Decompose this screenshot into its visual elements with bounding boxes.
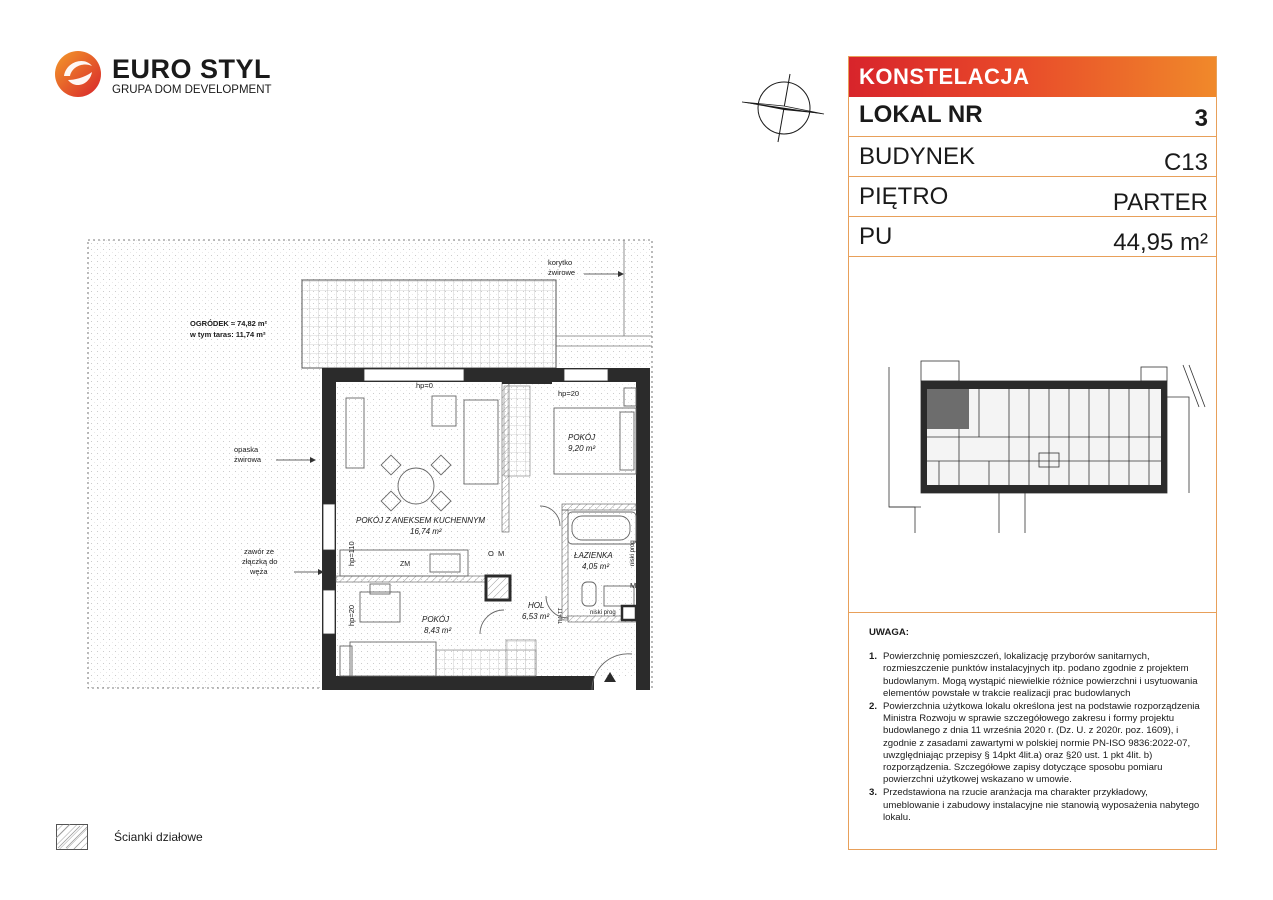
note-item: [869, 651, 1206, 700]
gravel-band-label-2: żwirowa: [234, 455, 262, 464]
apartment-info-panel: [848, 56, 1217, 850]
building-key-plan-image: [849, 257, 1216, 613]
note-text: Przedstawiona na rzucie aranżacja ma charakter przykładowy, umeblowanie i zabudowy instalacyjne nie stanowią wyposażenia nabytego lokalu.: [883, 787, 1200, 823]
brand-logo: [54, 50, 294, 102]
sill-label-2: niski prog: [590, 610, 616, 616]
info-value: C13: [1163, 149, 1208, 176]
info-label: LOKAL NR: [859, 101, 983, 128]
bathroom-name: ŁAZIENKA: [574, 551, 613, 560]
info-row-unit: [849, 97, 1216, 137]
garden-area-label: OGRÓDEK ≈ 74,82 m²: [190, 319, 268, 328]
info-value: 44,95 m²: [1113, 229, 1208, 256]
note-text: Powierzchnia użytkowa lokalu określona jest na podstawie rozporządzenia Ministra Rozwoju w sprawie szczegółowego zakresu i formy projektu budowlanego z dnia 11 września 2020 r. (Dz. U. z 2020r. poz. 1609), i zgodnie z zasadami zawartymi w polskiej normie PN-ISO 9836:2022-07, uwzględniając przepisy § 14pkt 4lit.a) oraz §20 ust. 1 pkt 4lit. b) rozporządzenia. Szczegółowe zapisy dotyczące sposobu pomiaru powierzchni użytkowej wskazano w umowie.: [883, 701, 1200, 786]
small-room-name: POKÓJ: [422, 615, 450, 624]
notes-section: [849, 613, 1216, 824]
building-key-plan: [849, 257, 1216, 613]
hall-name: HOL: [528, 601, 545, 610]
brand-logo-icon: [54, 50, 102, 98]
o-label: O: [488, 549, 494, 558]
note-number: 2.: [869, 701, 878, 713]
sill-height-label: hp=0: [416, 381, 433, 390]
info-value: PARTER: [1112, 189, 1208, 216]
sill-height-label: hp=110: [347, 541, 356, 566]
info-row-area: [849, 217, 1216, 257]
hall-area: 6,53 m²: [522, 612, 550, 621]
note-number: 1.: [869, 651, 878, 663]
bathroom-area: 4,05 m²: [582, 562, 610, 571]
note-item: [869, 701, 1206, 786]
info-value: 3: [1194, 105, 1208, 132]
info-label: PIĘTRO: [859, 183, 949, 210]
compass-icon: [738, 72, 828, 144]
notes-heading: UWAGA:: [869, 627, 909, 638]
gravel-band-label: opaska: [234, 445, 259, 454]
m-label-2: M: [630, 581, 637, 590]
note-text: Powierzchnię pomieszczeń, lokalizację przyborów sanitarnych, rozmieszczenie punktów instalacyjnych itp. podano zgodnie z projektem budowlanym. Mogą wystąpić niewielkie różnice powierzchni i usytuowania elementów powstałe w trakcie realizacji prac budowlanych: [883, 651, 1198, 699]
bedroom-name: POKÓJ: [568, 433, 596, 442]
bedroom-area: 9,20 m²: [568, 444, 596, 453]
small-room-area: 8,43 m²: [424, 626, 452, 635]
note-number: 3.: [869, 787, 878, 799]
floor-plan: [84, 236, 664, 696]
sill-height-label: hp=20: [558, 389, 580, 398]
brand-subtitle: GRUPA DOM DEVELOPMENT: [112, 84, 272, 96]
gravel-trough-label: korytko: [548, 258, 573, 267]
living-room-area: 16,74 m²: [410, 527, 442, 536]
valve-label-3: węża: [250, 567, 268, 576]
brand-name: EURO STYL: [112, 54, 272, 84]
valve-label-2: złączką do: [242, 557, 278, 566]
gravel-trough-label-2: żwirowe: [548, 268, 576, 277]
partition-wall-swatch: [56, 824, 88, 850]
sill-label: niski prog: [630, 540, 636, 566]
sill-height-label: hp=20: [347, 604, 356, 626]
note-item: [869, 787, 1206, 824]
legend-label: Ścianki działowe: [114, 830, 203, 844]
tm-label: TM+TT: [558, 607, 564, 624]
info-row-building: [849, 137, 1216, 177]
info-label: BUDYNEK: [859, 143, 976, 170]
terrace: [302, 280, 556, 368]
zm-label: ZM: [400, 561, 411, 568]
project-title: KONSTELACJA: [849, 57, 1216, 97]
m-label: M: [498, 549, 505, 558]
info-label: PU: [859, 223, 893, 250]
living-room-name: POKÓJ Z ANEKSEM KUCHENNYM: [356, 516, 486, 525]
info-row-floor: [849, 177, 1216, 217]
valve-label: zawór ze: [244, 547, 275, 556]
terrace-area-label: w tym taras: 11,74 m²: [190, 330, 266, 339]
